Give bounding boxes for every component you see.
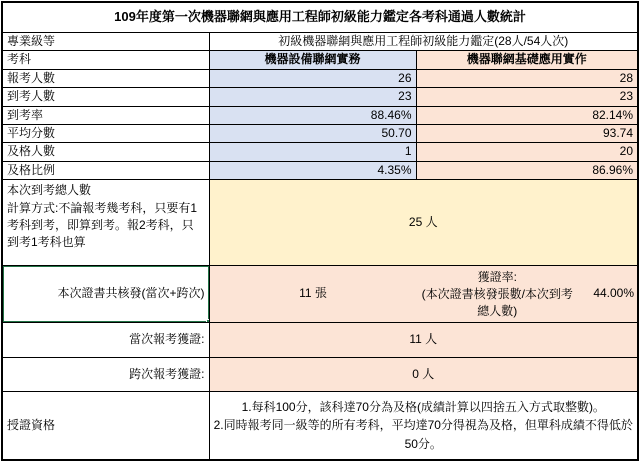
total-attendance-value: 25 人 (408, 214, 438, 229)
cross-cert-value: 0 人 (412, 366, 435, 381)
qualification-value-cell[interactable] (209, 392, 638, 461)
subject-col1: 機器設備聯網實務 (264, 52, 361, 67)
registered-col2-cell[interactable] (416, 69, 638, 87)
cell-value: 88.46% (370, 107, 412, 122)
table-row (2, 69, 638, 87)
row-label: 及格比例 (7, 162, 56, 177)
cross-cert-value-cell[interactable] (209, 358, 638, 392)
row-label: 平均分數 (7, 125, 56, 140)
row-label: 及格人數 (7, 144, 56, 159)
avg-score-col2-cell[interactable] (416, 124, 638, 142)
current-cert-label: 當次報考獲證: (129, 332, 205, 347)
total-attendance-label-cell[interactable] (2, 180, 209, 266)
attendance-rate-col1-cell[interactable] (209, 106, 416, 124)
level-label: 專業級等 (7, 34, 56, 48)
avg-score-label-cell[interactable] (2, 124, 209, 142)
page-title: 109年度第一次機器聯網與應用工程師初級能力鑑定各考科通過人數統計 (114, 9, 526, 25)
passed-col2-cell[interactable] (416, 143, 638, 161)
table-row (2, 88, 638, 106)
certificate-label-cell[interactable] (2, 266, 209, 323)
current-cert-value: 11 人 (409, 332, 438, 347)
subject-col2-cell[interactable] (416, 51, 638, 69)
certificate-rate-value: 44.00% (593, 286, 635, 301)
passed-label-cell[interactable] (2, 143, 209, 161)
certificate-rate-label (419, 269, 575, 319)
current-cert-label-cell[interactable] (2, 323, 209, 358)
cell-value: 23 (619, 89, 634, 104)
qualification-item-1: 1.每科100分，該科達70分為及格(成績計算以四捨五入方式取整數)。 (241, 399, 605, 414)
certificate-value-layout (210, 266, 638, 322)
attendance-rate-col2-cell[interactable] (416, 106, 638, 124)
avg-score-col1-cell[interactable] (209, 124, 416, 142)
certificate-rate (417, 269, 579, 319)
subject-col1-cell[interactable] (209, 51, 416, 69)
attended-col2-cell[interactable] (416, 88, 638, 106)
subject-label-cell[interactable] (2, 51, 209, 69)
total-attendance-note: 計算方式:不論報考幾考科，只要有1考科到考，即算到考。報2考科，只到考1考科也算 (7, 200, 198, 250)
row-label: 到考人數 (7, 89, 56, 104)
total-attendance-label: 本次到考總人數 (7, 183, 92, 198)
certificate-label: 本次證書共核發(當次+跨次) (57, 286, 205, 301)
cell-value: 20 (619, 144, 634, 159)
subject-col2: 機器聯網基礎應用實作 (466, 52, 587, 67)
cell-value: 26 (398, 70, 412, 85)
table-row (2, 358, 638, 392)
title-cell[interactable] (2, 2, 638, 33)
table-row (2, 124, 638, 142)
level-value: 初級機器聯網與應用工程師初級能力鑑定(28人/54人次) (278, 34, 569, 48)
subject-label: 考科 (7, 52, 32, 67)
table-row (2, 323, 638, 358)
table-row (2, 180, 638, 266)
qualification-label: 授證資格 (7, 417, 56, 432)
qualification-label-cell[interactable] (2, 392, 209, 461)
table-row (2, 2, 638, 33)
pass-rate-col1-cell[interactable] (209, 161, 416, 179)
table-row (2, 143, 638, 161)
total-attendance-value-cell[interactable] (209, 180, 638, 266)
cell-value: 1 (404, 144, 412, 159)
table-row (2, 161, 638, 179)
certificate-value-cell[interactable] (209, 266, 638, 323)
table-row (2, 392, 638, 461)
passed-col1-cell[interactable] (209, 143, 416, 161)
table-row (2, 106, 638, 124)
stats-table (1, 1, 639, 461)
certificate-count: 11 張 (299, 286, 327, 301)
level-value-cell[interactable] (209, 33, 638, 51)
row-label: 到考率 (7, 107, 44, 122)
cell-value: 23 (398, 89, 412, 104)
attendance-rate-label-cell[interactable] (2, 106, 209, 124)
cross-cert-label: 跨次報考獲證: (129, 366, 205, 381)
cross-cert-label-cell[interactable] (2, 358, 209, 392)
table-row (2, 51, 638, 69)
row-label: 報考人數 (7, 70, 56, 85)
pass-rate-label-cell[interactable] (2, 161, 209, 179)
cell-value: 4.35% (377, 162, 412, 177)
attended-label-cell[interactable] (2, 88, 209, 106)
registered-label-cell[interactable] (2, 69, 209, 87)
cell-value: 93.74 (602, 125, 634, 140)
level-label-cell[interactable] (2, 33, 209, 51)
table-row (2, 266, 638, 323)
pass-rate-col2-cell[interactable] (416, 161, 638, 179)
qualification-item-2: 2.同時報考同一級等的所有考科，平均達70分得視為及格，但單科成績不得低於50分。 (213, 418, 633, 451)
certificate-rate-label-line1: 獲證率: (477, 269, 517, 284)
attended-col1-cell[interactable] (209, 88, 416, 106)
cell-value: 82.14% (592, 107, 634, 122)
cell-value: 50.70 (381, 125, 412, 140)
selection-border[interactable] (2, 266, 209, 323)
cell-value: 28 (619, 70, 634, 85)
table-row (2, 33, 638, 51)
cell-value: 86.96% (592, 162, 634, 177)
certificate-rate-label-line2: (本次證書核發張數/本次到考總人數) (421, 286, 573, 318)
fill-handle[interactable] (206, 319, 210, 323)
current-cert-value-cell[interactable] (209, 323, 638, 358)
registered-col1-cell[interactable] (209, 69, 416, 87)
